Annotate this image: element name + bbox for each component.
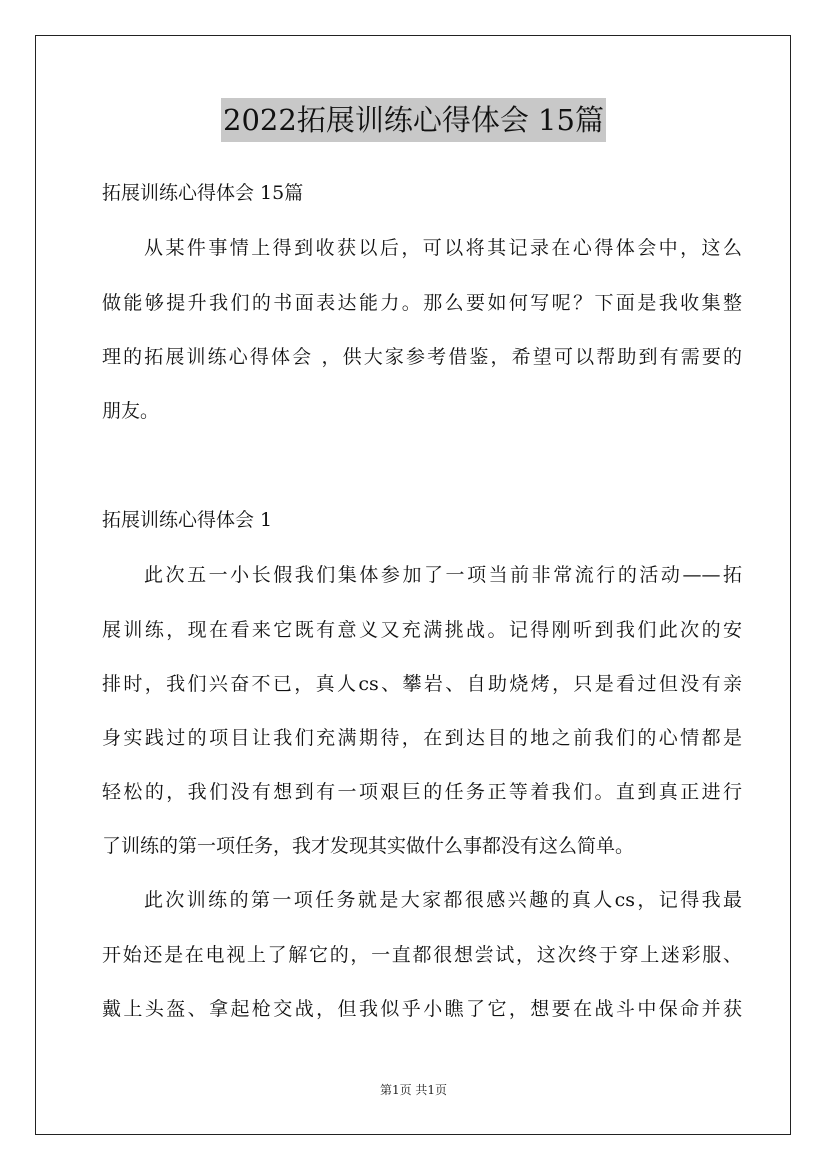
title-container <box>0 98 827 142</box>
paragraph-line: 展训练，现在看来它既有意义又充满挑战。记得刚听到我们此次的安 <box>102 619 742 641</box>
document-title: 2022拓展训练心得体会 15篇 <box>221 98 606 142</box>
paragraph-line: 了训练的第一项任务，我才发现其实做什么事都没有这么简单。 <box>102 835 635 857</box>
paragraph-line: 朋友。 <box>102 400 160 422</box>
page-footer: 第1页 共1页 <box>379 1083 448 1097</box>
paragraph-line: 此次五一小长假我们集体参加了一项当前非常流行的活动——拓 <box>144 564 742 586</box>
paragraph-line: 此次训练的第一项任务就是大家都很感兴趣的真人cs，记得我最 <box>144 889 742 911</box>
section-heading: 拓展训练心得体会 1 <box>102 509 273 531</box>
paragraph-line: 开始还是在电视上了解它的，一直都很想尝试，这次终于穿上迷彩服、 <box>102 944 742 966</box>
paragraph-line: 戴上头盔、拿起枪交战，但我似乎小瞧了它，想要在战斗中保命并获 <box>102 998 742 1020</box>
paragraph-line: 排时，我们兴奋不已，真人cs、攀岩、自助烧烤，只是看过但没有亲 <box>102 673 742 695</box>
paragraph-line: 轻松的，我们没有想到有一项艰巨的任务正等着我们。直到真正进行 <box>102 781 742 803</box>
paragraph-line: 身实践过的项目让我们充满期待，在到达目的地之前我们的心情都是 <box>102 727 742 749</box>
subtitle-line: 拓展训练心得体会 15篇 <box>102 182 304 204</box>
paragraph-line: 做能够提升我们的书面表达能力。那么要如何写呢？下面是我收集整 <box>102 292 742 314</box>
paragraph-line: 理的拓展训练心得体会 ，供大家参考借鉴，希望可以帮助到有需要的 <box>102 346 742 368</box>
paragraph-line: 从某件事情上得到收获以后，可以将其记录在心得体会中，这么 <box>144 237 742 259</box>
